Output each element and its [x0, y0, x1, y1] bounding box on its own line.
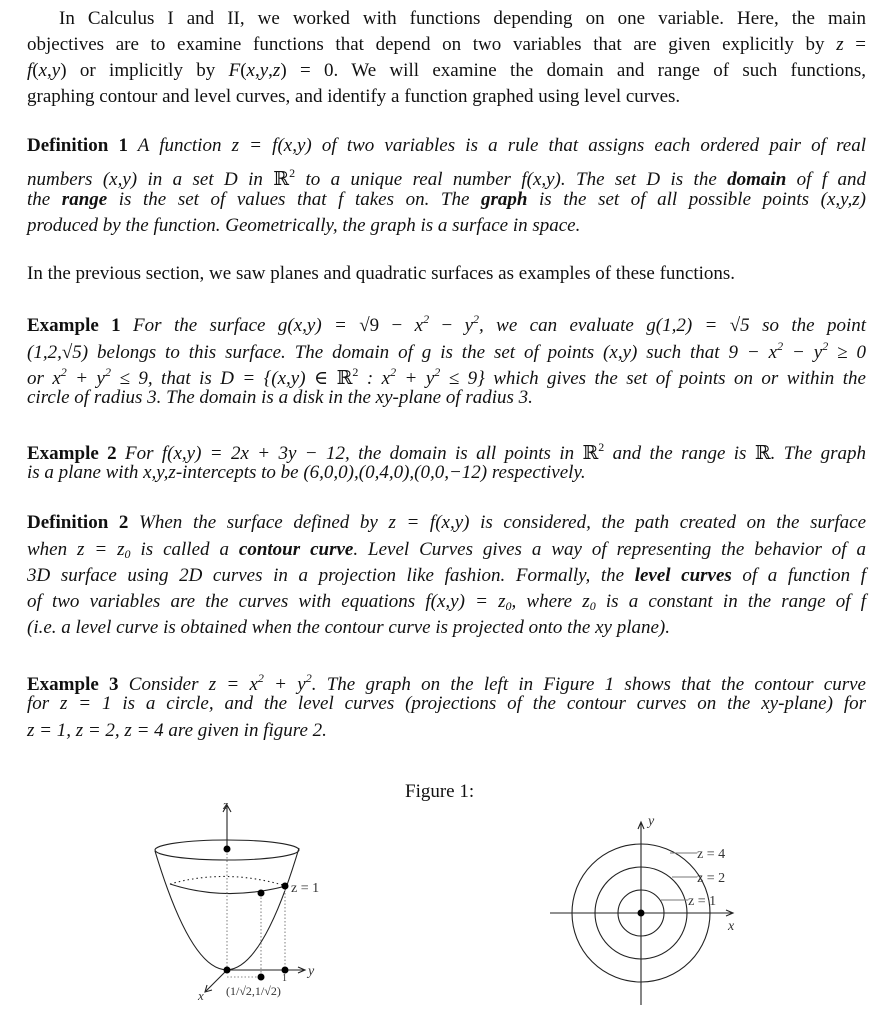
text-run: 2 — [822, 339, 829, 353]
origin-point — [638, 910, 645, 917]
text-run: x — [38, 60, 48, 81]
text-run: y — [259, 60, 269, 81]
text-run: is the set of all possible points (x,y,z) — [527, 189, 866, 210]
text-run: and the range is — [604, 443, 755, 464]
point — [258, 974, 265, 981]
point — [282, 883, 289, 890]
text-run: ) = 0. We will examine the domain and range of such functions, — [280, 60, 866, 81]
text-run: y — [51, 60, 61, 81]
tick-label: 1 — [282, 973, 287, 984]
text-run: 2 — [473, 312, 480, 326]
point — [224, 967, 231, 974]
text-run: produced by the function. Geometrically, the graph is a surface in space. — [27, 215, 581, 236]
text-run: x — [246, 60, 255, 81]
y-axis-label: y — [648, 814, 655, 829]
text-run: ℝ — [273, 169, 290, 190]
text-run: (1,2,√5) belongs to this surface. The domain of g is the set of points (x,y) such that 9 − x — [27, 342, 778, 363]
point — [258, 890, 265, 897]
text-run: 0 — [505, 599, 512, 613]
text-run: when z = z — [27, 539, 125, 560]
text-run: x — [414, 315, 424, 336]
text-run: Example 2 — [27, 443, 117, 464]
text-run: z — [272, 60, 281, 81]
level-label-z1: z = 1 — [688, 894, 717, 909]
text-run: + y — [66, 368, 105, 389]
text-run: 9 − — [369, 315, 415, 336]
text-run: ≤ 9, that is D = {(x,y) ∈ — [110, 368, 337, 389]
text-run: For the surface g(x,y) = √ — [120, 315, 370, 336]
text-run: circle of radius 3. The domain is a disk in the xy-plane of radius 3. — [27, 387, 533, 408]
text-run: 2 — [423, 312, 430, 326]
text-run: , — [254, 60, 260, 81]
text-run: ℝ — [336, 368, 353, 389]
text-run: 2 — [598, 440, 605, 454]
level-label-z4: z = 4 — [697, 847, 726, 862]
text-run: (i.e. a level curve is obtained when the contour curve is projected onto the xy plane). — [27, 617, 670, 638]
text-run: + y — [396, 368, 435, 389]
x-axis-label: x — [198, 988, 204, 1003]
text-run: graph — [480, 189, 528, 210]
text-run: range — [61, 189, 108, 210]
text-run: the — [27, 189, 62, 210]
text-run: ≤ 9} which gives the set of points on or within the — [440, 368, 866, 389]
y-axis-label: y — [308, 964, 315, 979]
text-run: 2 — [390, 365, 397, 379]
text-run: Consider z = x — [118, 674, 258, 695]
text-run: 2 — [60, 365, 67, 379]
level-z1-front — [170, 884, 286, 894]
paraboloid-outline — [155, 848, 299, 970]
text-run: 2 — [434, 365, 441, 379]
text-run: 2 — [104, 365, 111, 379]
text-run: of two variables are the curves with equations f(x,y) = z — [27, 591, 506, 612]
paraboloid-graph — [155, 805, 305, 992]
text-run: , — [268, 60, 273, 81]
level-label: z = 1 — [291, 881, 320, 896]
text-run: contour curve — [238, 539, 354, 560]
point-label: (1/√2,1/√2) — [226, 984, 281, 998]
text-run: In the previous section, we saw planes and quadratic surfaces as examples of these functions. — [27, 263, 736, 284]
text-run: y — [464, 315, 474, 336]
z-axis-label: z — [223, 797, 229, 812]
text-run: In Calculus I and II, we worked with functions depending on one variable. Here, the main — [59, 8, 866, 29]
text-run: Example 3 — [27, 674, 119, 695]
level-z1-back — [170, 876, 286, 886]
text-run: to a unique real number f(x,y). The set D is the — [295, 169, 728, 190]
text-run: − y — [783, 342, 823, 363]
text-run: = — [843, 34, 866, 55]
text-run: : x — [358, 368, 391, 389]
text-run: − — [429, 315, 465, 336]
text-run: 2 — [289, 166, 296, 180]
text-run: + y — [263, 674, 306, 695]
text-run: 2 — [777, 339, 784, 353]
text-run: domain — [727, 169, 787, 190]
text-run: ≥ 0 — [828, 342, 866, 363]
text-run: graphing contour and level curves, and identify a function graphed using level curves. — [27, 86, 681, 107]
text-run: , we can evaluate g(1,2) = √5 so the point — [479, 315, 867, 336]
text-run: Definition 2 — [27, 512, 129, 533]
text-run: ( — [32, 60, 39, 81]
point — [224, 846, 231, 853]
text-run: or x — [27, 368, 61, 389]
text-run: numbers (x,y) in a set D in — [27, 169, 274, 190]
text-run: 0 — [124, 547, 131, 561]
text-run: objectives are to examine functions that depend on two variables that are given explicitly by — [27, 34, 837, 55]
text-run: 2 — [352, 365, 359, 379]
paraboloid-points — [224, 846, 289, 981]
text-run: When the surface defined by z = f(x,y) is considered, the path created on the surface — [128, 512, 867, 533]
text-run: is a plane with x,y,z-intercepts to be (6,0,0),(0,4,0),(0,0,−12) respectively. — [27, 462, 586, 483]
text-run: ( — [240, 60, 247, 81]
text-run: . The graph on the left in Figure 1 shows that the contour curve — [311, 674, 866, 695]
text-run: for z = 1 is a circle, and the level curves (projections of the contour curves on the xy-plane) for — [27, 693, 866, 714]
text-run: 0 — [589, 599, 596, 613]
text-run: z = 1, z = 2, z = 4 are given in figure 2. — [27, 720, 327, 741]
text-run: , where z — [511, 591, 590, 612]
text-run: ℝ — [754, 443, 771, 464]
text-run: 2 — [305, 671, 312, 685]
text-run: is called a — [130, 539, 239, 560]
text-run: . The graph — [770, 443, 866, 464]
text-run: z — [836, 34, 844, 55]
text-run: Definition 1 — [27, 135, 128, 156]
text-run: F — [228, 60, 241, 81]
text-run: For f(x,y) = 2x + 3y − 12, the domain is all points in — [116, 443, 583, 464]
text-run: ) or implicitly by — [60, 60, 229, 81]
text-run: f — [27, 60, 33, 81]
figure-caption: Figure 1: — [405, 781, 475, 802]
text-run: , — [47, 60, 52, 81]
text-run: is a constant in the range of f — [595, 591, 866, 612]
text-run: A function z = f(x,y) of two variables is a rule that assigns each ordered pair of real — [127, 135, 867, 156]
x-axis-label: x — [728, 919, 735, 934]
level-label-z2: z = 2 — [697, 871, 726, 886]
text-run: of a function f — [731, 565, 866, 586]
text-run: Example 1 — [27, 315, 121, 336]
text-run: of f and — [786, 169, 866, 190]
text-run: 3D surface using 2D curves in a projection like fashion. Formally, the — [27, 565, 635, 586]
text-run: ℝ — [582, 443, 599, 464]
text-run: 2 — [257, 671, 264, 685]
text-run: level curves — [634, 565, 732, 586]
x-axis — [206, 970, 227, 991]
text-run: is the set of values that f takes on. The — [107, 189, 481, 210]
text-run: . Level Curves gives a way of representing the behavior of a — [353, 539, 867, 560]
